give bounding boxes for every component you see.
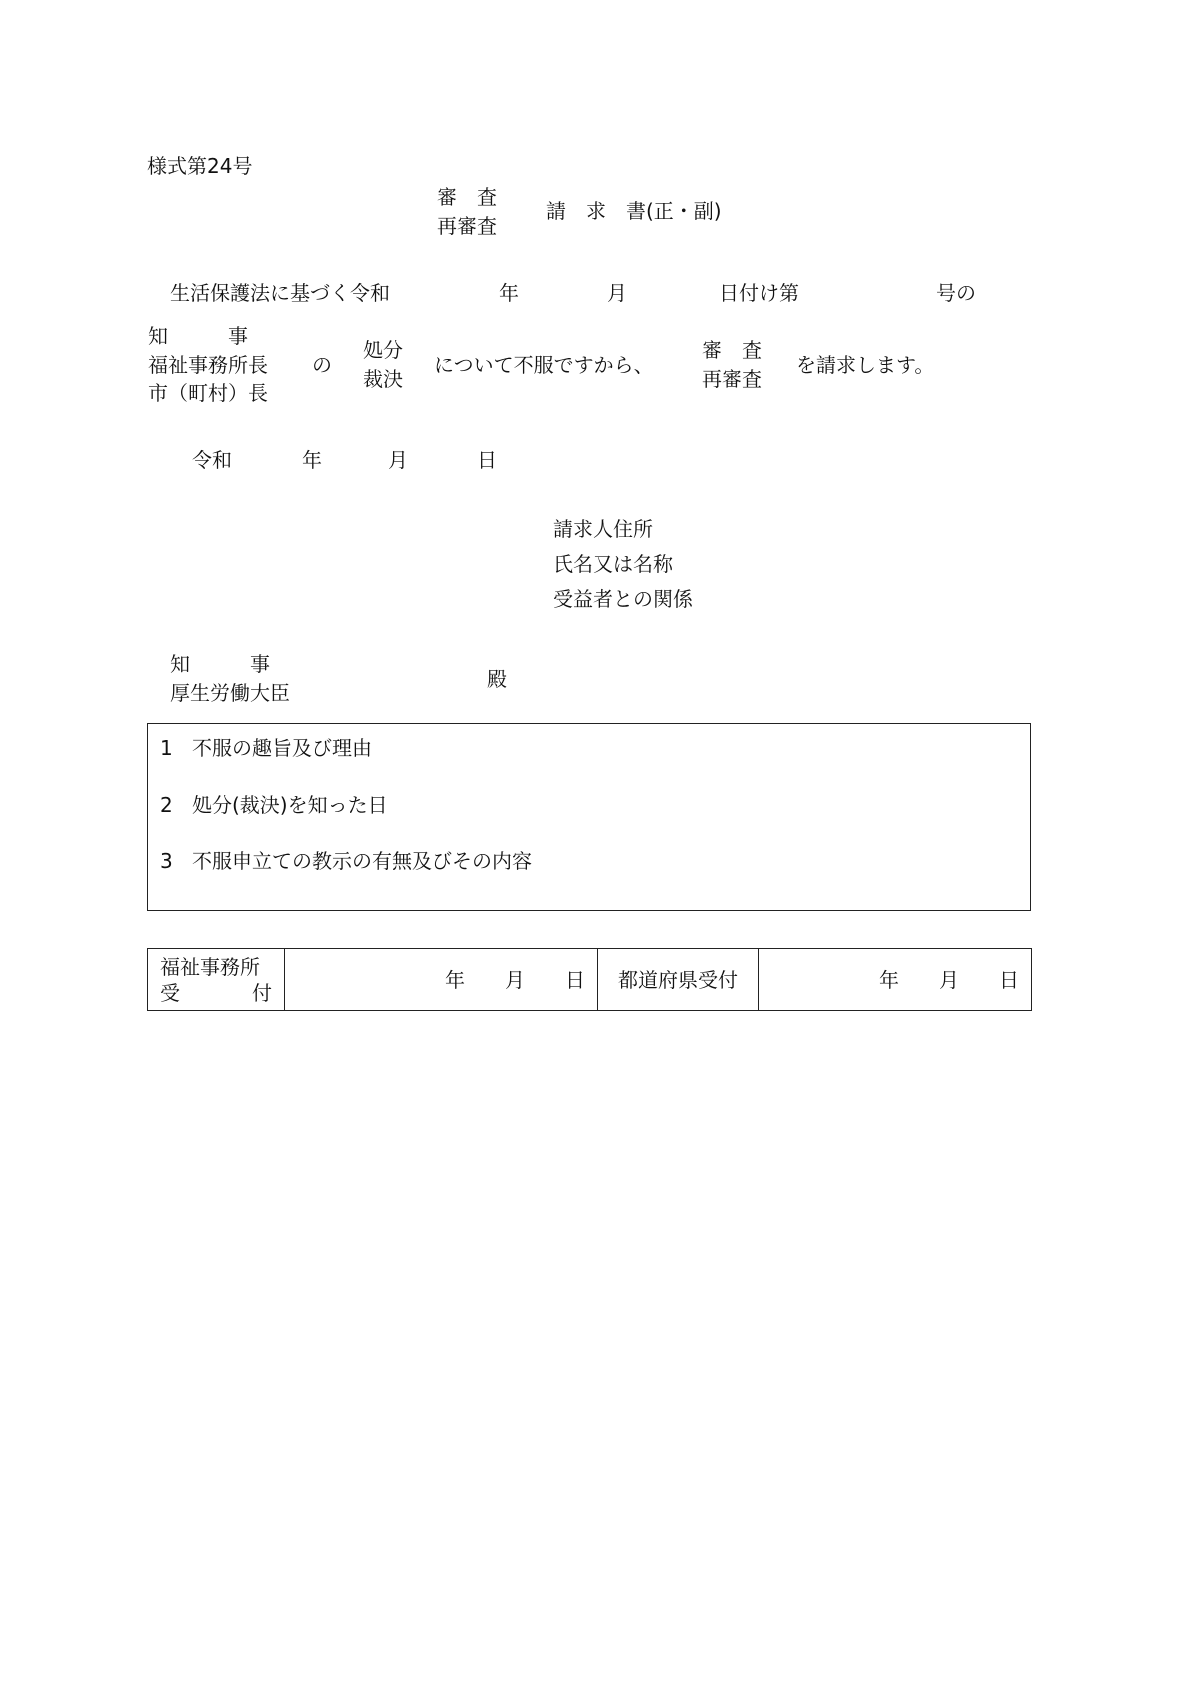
addressee-minister: 厚生労働大臣 <box>170 681 290 705</box>
action-disposition: 処分 <box>363 338 403 362</box>
date-year: 年 <box>302 448 322 472</box>
line1-month: 月 <box>607 281 627 305</box>
prefecture-reception-label: 都道府県受付 <box>598 949 759 1011</box>
authority-welfare-office: 福祉事務所長 <box>148 353 268 377</box>
item-text: 処分(裁決)を知った日 <box>192 793 388 817</box>
claimant-relation: 受益者との関係 <box>553 587 693 611</box>
year-label: 年 <box>445 967 465 992</box>
reception-table <box>147 948 1032 1011</box>
line1-prefix: 生活保護法に基づく令和 <box>170 281 390 305</box>
item-2 <box>160 795 388 815</box>
item-text: 不服の趣旨及び理由 <box>192 736 372 760</box>
form-number: 様式第24号 <box>147 154 253 178</box>
claimant-name: 氏名又は名称 <box>553 552 673 576</box>
line2-no: の <box>312 353 332 377</box>
date-era: 令和 <box>192 448 232 472</box>
reception-label <box>160 980 272 1006</box>
welfare-office-reception-date <box>285 949 598 1011</box>
item-3 <box>160 851 532 871</box>
review-saishinsa: 再審査 <box>702 367 762 391</box>
reception-label-2: 付 <box>252 980 272 1005</box>
addressee-governor: 知 事 <box>170 652 270 676</box>
item-number: 2 <box>160 793 173 817</box>
title-choice-saishinsa: 再審査 <box>437 214 497 238</box>
day-label: 日 <box>565 967 585 992</box>
table-row <box>148 949 1032 1011</box>
title-main: 請 求 書(正・副) <box>546 199 722 223</box>
month-label: 月 <box>939 967 959 992</box>
authority-governor: 知 事 <box>148 324 248 348</box>
reception-label-1: 受 <box>160 980 180 1005</box>
addressee-honorific: 殿 <box>487 667 507 691</box>
day-label: 日 <box>999 967 1019 992</box>
item-text: 不服申立ての教示の有無及びその内容 <box>192 849 532 873</box>
welfare-office-reception-label <box>148 949 285 1011</box>
line2-end: を請求します。 <box>796 353 935 377</box>
title-choice-shinsa: 審 査 <box>437 185 497 209</box>
date-month: 月 <box>388 448 408 472</box>
date-day: 日 <box>477 448 497 472</box>
line1-day-no: 日付け第 <box>719 281 799 305</box>
item-number: 3 <box>160 849 173 873</box>
line1-suffix: 号の <box>936 281 976 305</box>
item-number: 1 <box>160 736 173 760</box>
year-label: 年 <box>879 967 899 992</box>
action-ruling: 裁決 <box>363 367 403 391</box>
item-1 <box>160 738 372 758</box>
prefecture-reception-date <box>759 949 1032 1011</box>
authority-mayor: 市（町村）長 <box>148 381 268 405</box>
line2-middle: について不服ですから、 <box>434 353 654 377</box>
claimant-address: 請求人住所 <box>553 517 653 541</box>
month-label: 月 <box>505 967 525 992</box>
grievance-details-box <box>147 723 1031 911</box>
welfare-office-label: 福祉事務所 <box>160 954 260 979</box>
line1-year: 年 <box>499 281 519 305</box>
review-shinsa: 審 査 <box>702 338 762 362</box>
